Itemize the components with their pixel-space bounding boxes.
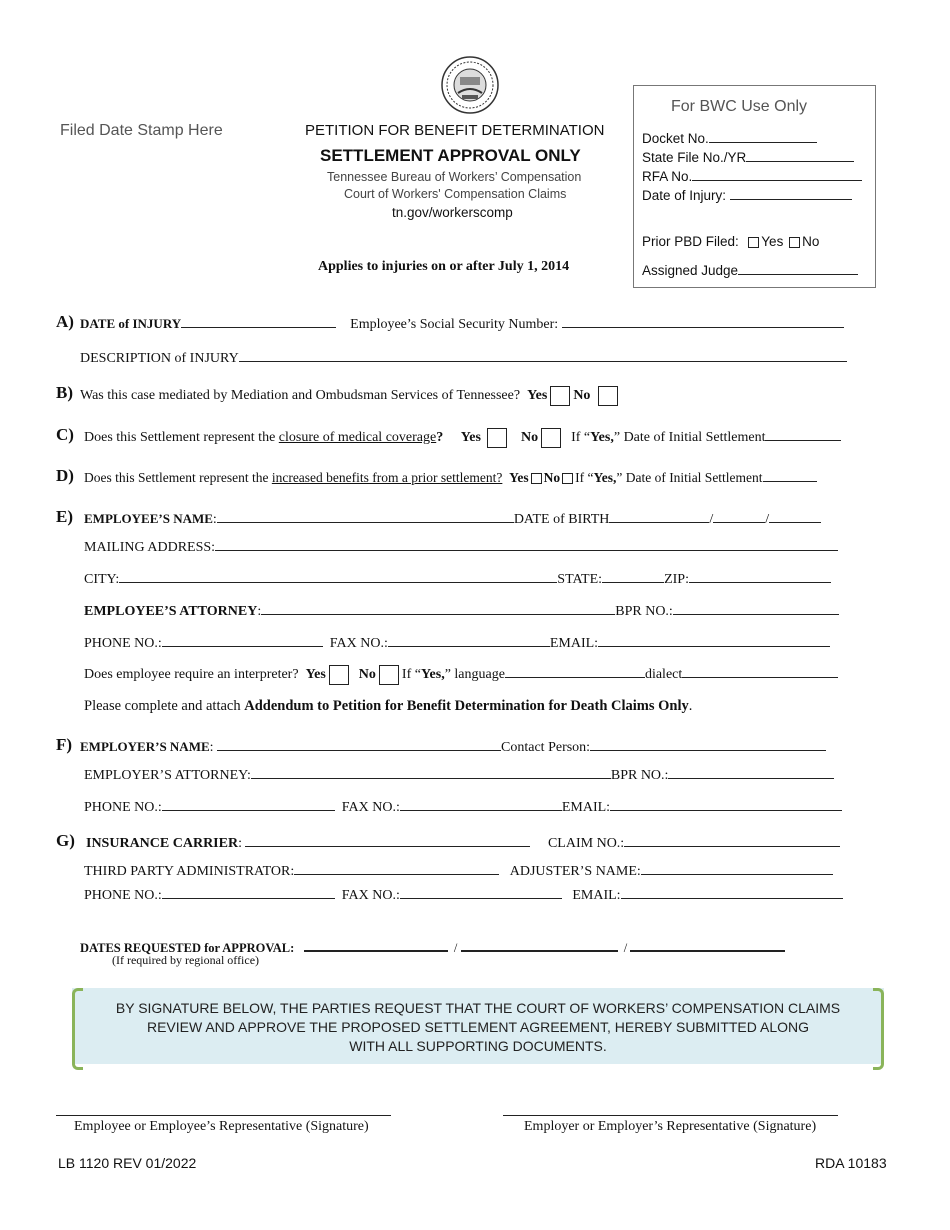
employer-email-input[interactable] [610, 798, 842, 811]
bwc-date-of-injury-field[interactable]: Date of Injury: [642, 187, 852, 203]
claim-number-input[interactable] [624, 834, 840, 847]
interpreter-row: Does employee require an interpreter? Yes No If “Yes,” language dialect [84, 665, 838, 685]
website-text: tn.gov/workerscomp [392, 205, 513, 220]
form-id: LB 1120 REV 01/2022 [58, 1155, 197, 1171]
employer-signature-label: Employer or Employer’s Representative (Signature) [524, 1119, 817, 1134]
section-a-row [80, 315, 844, 333]
dates-requested-label: DATES REQUESTED for APPROVAL: [80, 941, 295, 955]
prior-pbd-field: Prior PBD Filed: Yes No [642, 234, 820, 249]
mediated-yes-checkbox[interactable] [550, 386, 570, 406]
closure-no-checkbox[interactable] [541, 428, 561, 448]
closure-yes-checkbox[interactable] [487, 428, 507, 448]
mediated-no-checkbox[interactable] [598, 386, 618, 406]
state-file-field[interactable]: State File No./YR [642, 149, 854, 165]
state-input[interactable] [602, 570, 664, 583]
banner-line-2: REVIEW AND APPROVE THE PROPOSED SETTLEMENT AGREEMENT, HEREBY SUBMITTED ALONG [146, 1019, 810, 1035]
section-g-letter: G) [56, 831, 75, 850]
rda-number: RDA 10183 [815, 1155, 887, 1171]
mailing-input[interactable] [215, 538, 838, 551]
tpa-input[interactable] [294, 862, 499, 875]
signature-request-banner [72, 988, 884, 1064]
approval-date-2-input[interactable] [461, 938, 618, 952]
increased-yes-checkbox[interactable] [531, 473, 542, 484]
carrier-fax-input[interactable] [400, 886, 562, 899]
employer-name-input[interactable] [217, 738, 501, 751]
addendum-title: Addendum to Petition for Benefit Determination for Death Claims Only [244, 698, 689, 714]
assigned-judge-field[interactable]: Assigned Judge [642, 262, 858, 278]
increased-benefits-text: increased benefits from a prior settlement? [271, 470, 503, 485]
insurance-carrier-input[interactable] [245, 834, 530, 847]
employee-name-label: EMPLOYEE’S NAME [84, 511, 213, 526]
interpreter-yes-checkbox[interactable] [329, 665, 349, 685]
court-name: Court of Workers' Compensation Claims [344, 187, 567, 201]
employer-phone-row: PHONE NO.: FAX NO.: EMAIL: [84, 798, 842, 816]
agency-name: Tennessee Bureau of Workers’ Compensation [327, 170, 582, 184]
increased-no-checkbox[interactable] [562, 473, 573, 484]
carrier-phone-row: PHONE NO.: FAX NO.: EMAIL: [84, 886, 843, 904]
section-b-letter: B) [56, 383, 73, 402]
section-e-letter: E) [56, 507, 73, 526]
rfa-field[interactable]: RFA No. [642, 168, 862, 184]
employee-signature-line[interactable] [56, 1115, 391, 1116]
increased-initial-settlement-date-input[interactable] [763, 469, 817, 482]
insurance-carrier-label: INSURANCE CARRIER [86, 836, 239, 851]
section-b-row: Was this case mediated by Mediation and Ombudsman Services of Tennessee? Yes No [80, 386, 621, 406]
section-a-letter: A) [56, 312, 74, 331]
city-input[interactable] [119, 570, 557, 583]
employee-name-input[interactable] [217, 510, 514, 523]
prior-pbd-yes-checkbox[interactable] [748, 237, 759, 248]
form-subtitle: SETTLEMENT APPROVAL ONLY [320, 146, 581, 165]
dob-year-input[interactable] [769, 510, 821, 523]
ssn-input[interactable] [562, 315, 844, 328]
filed-date-stamp-label: Filed Date Stamp Here [60, 122, 223, 139]
dob-label: DATE of BIRTH [513, 512, 610, 527]
closure-initial-settlement-date-input[interactable] [765, 428, 841, 441]
section-c-letter: C) [56, 425, 74, 444]
employee-fax-input[interactable] [388, 634, 550, 647]
section-d-letter: D) [56, 466, 74, 485]
tennessee-seal-icon [440, 55, 500, 115]
employee-attorney-input[interactable] [261, 602, 615, 615]
section-d-row: Does this Settlement represent the increased benefits from a prior settlement? Yes No If “Yes,” Date of Initial Settlement [84, 469, 817, 486]
bwc-box-title: For BWC Use Only [671, 98, 808, 115]
employer-attorney-row: EMPLOYER’S ATTORNEY: BPR NO.: [84, 766, 834, 784]
description-label: DESCRIPTION of INJURY [80, 351, 239, 366]
employer-phone-input[interactable] [162, 798, 335, 811]
description-row [80, 349, 847, 367]
mediation-question: Was this case mediated by Mediation and Ombudsman Services of Tennessee? [80, 388, 521, 404]
addendum-note: Please complete and attach Addendum to Petition for Benefit Determination for Death Claims Only. [84, 698, 693, 714]
docket-field[interactable]: Docket No. [642, 130, 817, 146]
date-of-injury-label: DATE of INJURY [80, 316, 182, 331]
language-input[interactable] [505, 665, 645, 678]
carrier-phone-input[interactable] [162, 886, 335, 899]
zip-input[interactable] [689, 570, 831, 583]
employee-name-row: EMPLOYEE’S NAME: DATE of BIRTH / / [84, 510, 821, 528]
section-f-letter: F) [56, 735, 73, 754]
mailing-row [84, 538, 838, 556]
contact-person-input[interactable] [590, 738, 826, 751]
dob-month-input[interactable] [609, 510, 709, 523]
employer-name-row: EMPLOYER’S NAME: Contact Person: [80, 738, 826, 756]
banner-line-3: WITH ALL SUPPORTING DOCUMENTS. [349, 1038, 607, 1054]
approval-date-1-input[interactable] [304, 938, 448, 952]
prior-pbd-no-checkbox[interactable] [789, 237, 800, 248]
description-input[interactable] [239, 349, 847, 362]
form-title: PETITION FOR BENEFIT DETERMINATION [305, 122, 605, 139]
bwc-use-only-box [633, 85, 876, 288]
employee-phone-row: PHONE NO.: FAX NO.: EMAIL: [84, 634, 830, 652]
employee-attorney-bpr-input[interactable] [673, 602, 839, 615]
dates-requested-note: (If required by regional office) [112, 953, 260, 967]
closure-medical-coverage-text: closure of medical coverage [278, 430, 437, 446]
dialect-input[interactable] [682, 665, 838, 678]
adjuster-name-input[interactable] [641, 862, 833, 875]
ssn-label: Employee’s Social Security Number: [350, 317, 559, 332]
carrier-email-input[interactable] [621, 886, 843, 899]
interpreter-no-checkbox[interactable] [379, 665, 399, 685]
mailing-label: MAILING ADDRESS: [84, 540, 216, 555]
employer-name-label: EMPLOYER’S NAME [80, 739, 210, 754]
insurance-carrier-row: INSURANCE CARRIER: CLAIM NO.: [86, 834, 840, 852]
dates-requested-row: DATES REQUESTED for APPROVAL: / / [80, 938, 785, 956]
section-c-row: Does this Settlement represent the closure of medical coverage? Yes No If “Yes,” Date of Initial Settlement [84, 428, 841, 448]
employer-attorney-bpr-input[interactable] [668, 766, 834, 779]
dob-day-input[interactable] [713, 510, 765, 523]
employer-attorney-input[interactable] [251, 766, 611, 779]
employee-signature-label: Employee or Employee’s Representative (Signature) [74, 1119, 369, 1134]
date-of-injury-input[interactable] [181, 315, 336, 328]
employer-fax-input[interactable] [400, 798, 562, 811]
tpa-row: THIRD PARTY ADMINISTRATOR: ADJUSTER’S NAME: [84, 862, 833, 880]
employee-email-input[interactable] [598, 634, 830, 647]
city-row: CITY: STATE: ZIP: [84, 570, 831, 588]
applies-note: Applies to injuries on or after July 1, 2014 [318, 259, 570, 274]
employer-signature-line[interactable] [503, 1115, 838, 1116]
employee-phone-input[interactable] [162, 634, 323, 647]
approval-date-3-input[interactable] [630, 938, 785, 952]
employee-attorney-row: EMPLOYEE’S ATTORNEY: BPR NO.: [84, 602, 839, 620]
banner-line-1: BY SIGNATURE BELOW, THE PARTIES REQUEST THAT THE COURT OF WORKERS’ COMPENSATION CLAIMS [115, 1000, 841, 1016]
